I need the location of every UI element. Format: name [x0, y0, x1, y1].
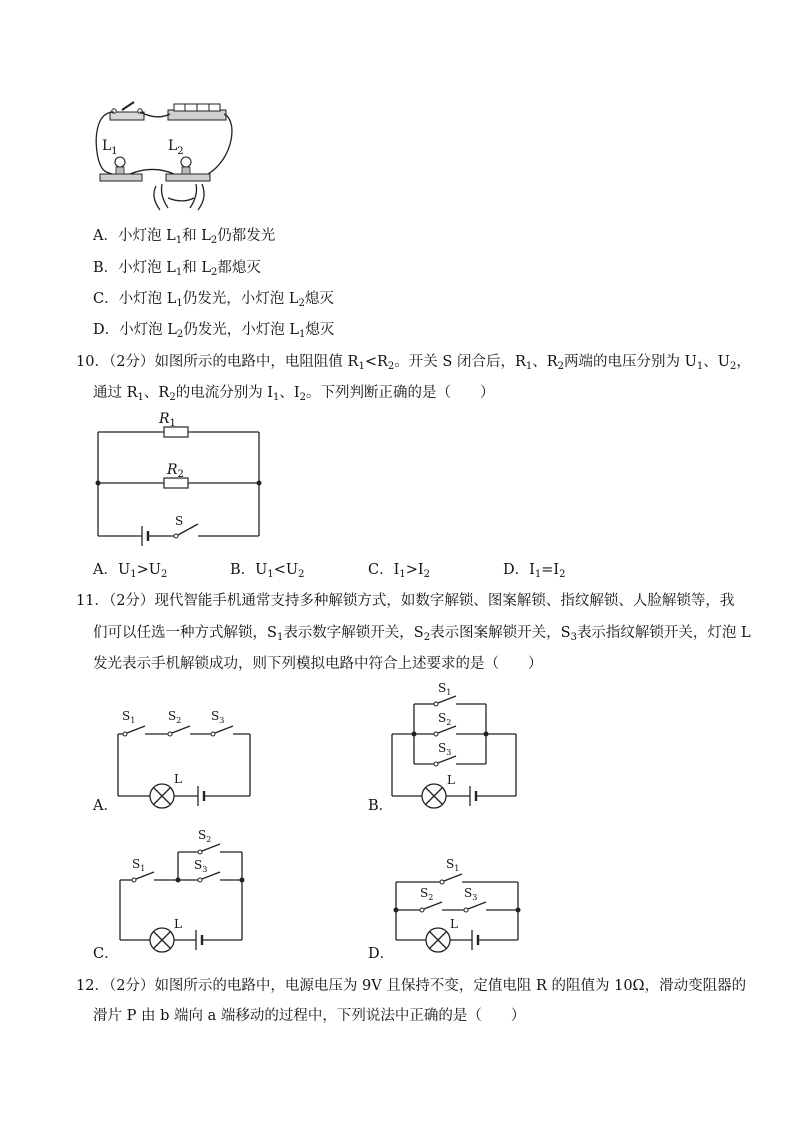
q11-stem-line3: 发光表示手机解锁成功，则下列模拟电路中符合上述要求的是（ ） — [93, 656, 543, 672]
q10-option-b: B．$U_1<U_2$ — [230, 562, 305, 580]
q11-option-b: B． — [368, 798, 394, 814]
q10-circuit-figure — [90, 410, 270, 540]
q11-option-a: A． — [93, 798, 118, 814]
label-lamp: L — [450, 917, 458, 931]
label-s2: $S_2$ — [438, 711, 452, 727]
q11-circuit-b — [380, 681, 530, 814]
label-lamp: L — [174, 772, 182, 786]
q11-circuit-d — [380, 852, 530, 956]
q11-circuit-a — [90, 706, 260, 810]
q9-label-l1: $L_1$ — [102, 138, 118, 157]
label-s1: $S_1$ — [122, 709, 136, 725]
label-lamp: L — [447, 773, 455, 787]
label-s2: $S_2$ — [168, 709, 182, 725]
q11-stem-line1: 11．（2分）现代智能手机通常支持多种解锁方式，如数字解锁、图案解锁、指纹解锁、人脸解锁等，我 — [76, 593, 735, 609]
q9-option-c: C．小灯泡 $L_1$仍发光，小灯泡 $L_2$熄灭 — [93, 291, 334, 309]
label-s3: $S_3$ — [211, 709, 225, 725]
q9-option-b: B．小灯泡 $L_1$和 $L_2$都熄灭 — [93, 260, 261, 278]
label-s1: $S_1$ — [446, 857, 460, 873]
label-s1: $S_1$ — [438, 681, 452, 697]
q11-circuit-c — [90, 828, 260, 952]
label-lamp: L — [174, 917, 182, 931]
q9-apparatus-figure — [90, 98, 240, 216]
q12-stem-line2: 滑片 P 由 b 端向 a 端移动的过程中，下列说法中正确的是（ ） — [93, 1008, 526, 1024]
label-s3: $S_3$ — [438, 741, 452, 757]
label-s2: $S_2$ — [198, 828, 212, 844]
q11-option-d: D． — [368, 946, 395, 962]
q10-stem-line1: 10．（2分）如图所示的电路中，电阻阻值 $R_1<R_2$。开关 S 闭合后，$R_1$、$R_2$两端的电压分别为 $U_1$、$U_2$， — [76, 354, 751, 372]
q11-option-c: C． — [93, 946, 119, 962]
q10-option-c: C．$I_1>I_2$ — [368, 562, 430, 580]
q10-label-r2: $R_2$ — [167, 462, 184, 480]
q9-option-d: D．小灯泡 $L_2$仍发光，小灯泡 $L_1$熄灭 — [93, 322, 335, 340]
q10-option-d: D．$I_1=I_2$ — [503, 562, 566, 580]
label-s2: $S_2$ — [420, 886, 434, 902]
q10-stem-line2: 通过 $R_1$、$R_2$的电流分别为 $I_1$、$I_2$。下列判断正确的是（ ） — [93, 385, 495, 403]
q10-label-r1: $R_1$ — [159, 411, 176, 429]
q9-option-a: A．小灯泡 $L_1$和 $L_2$仍都发光 — [93, 228, 276, 246]
q9-label-l2: $L_2$ — [168, 138, 184, 157]
label-s3: $S_3$ — [464, 886, 478, 902]
q11-stem-line2: 们可以任选一种方式解锁，$S_1$表示数字解锁开关，$S_2$表示图案解锁开关，$S_3$表示指纹解锁开关，灯泡 L — [93, 625, 751, 643]
label-s3: $S_3$ — [194, 858, 208, 874]
label-s1: $S_1$ — [132, 857, 146, 873]
q10-label-s: S — [175, 514, 184, 528]
q10-option-a: A．$U_1>U_2$ — [93, 562, 168, 580]
q12-stem-line1: 12．（2分）如图所示的电路中，电源电压为 9V 且保持不变，定值电阻 R 的阻值为 10Ω，滑动变阻器的 — [76, 978, 747, 994]
